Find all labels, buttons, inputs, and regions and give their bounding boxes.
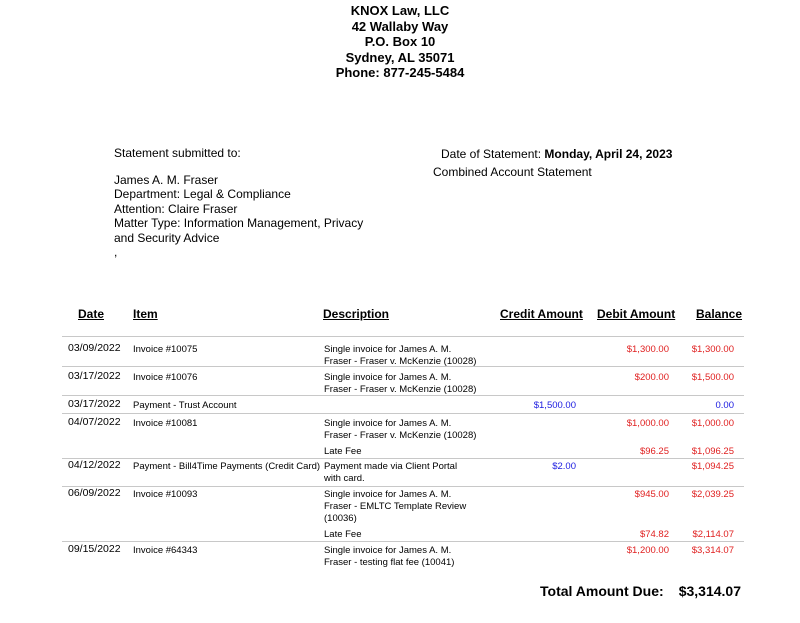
row-balance: $3,314.07	[691, 545, 734, 556]
statement-date-label: Date of Statement:	[441, 147, 542, 161]
row-description-line2: Fraser - Fraser v. McKenzie (10028)	[324, 356, 477, 367]
statement-date-line	[441, 147, 672, 161]
firm-address-line1: 42 Wallaby Way	[351, 18, 449, 34]
firm-header	[0, 3, 800, 81]
statement-type: Combined Account Statement	[433, 165, 592, 179]
row-balance: $1,094.25	[691, 461, 734, 472]
column-header-item: Item	[133, 307, 158, 321]
row-sub-description: Late Fee	[324, 446, 362, 457]
row-date: 03/17/2022	[68, 370, 121, 382]
column-header-date: Date	[78, 307, 105, 321]
row-sub-balance: $1,096.25	[691, 446, 734, 457]
row-sub-description: Late Fee	[324, 529, 362, 540]
row-date: 06/09/2022	[68, 487, 121, 499]
row-credit: $2.00	[552, 461, 576, 472]
row-debit: $1,000.00	[626, 418, 669, 429]
client-department: Department: Legal & Compliance	[114, 187, 291, 202]
row-description-line1: Single invoice for James A. M.	[324, 372, 452, 383]
client-name: James A. M. Fraser	[114, 173, 219, 187]
row-description-line1: Single invoice for James A. M.	[324, 489, 452, 500]
row-description-line2: with card.	[324, 473, 365, 484]
client-matter-line2: and Security Advice	[114, 230, 220, 245]
firm-phone: Phone: 877-245-5484	[335, 65, 465, 81]
row-description-line2: Fraser - testing flat fee (10041)	[324, 557, 455, 568]
row-item: Invoice #10076	[133, 372, 198, 383]
row-balance: $1,000.00	[691, 418, 734, 429]
row-item: Invoice #10075	[133, 344, 198, 355]
firm-name: KNOX Law, LLC	[350, 3, 450, 18]
row-sub-debit: $74.82	[639, 529, 669, 540]
firm-city: Sydney, AL 35071	[345, 49, 455, 65]
row-debit: $1,300.00	[626, 344, 669, 355]
column-header-description: Description	[323, 307, 390, 321]
row-description-line1: Single invoice for James A. M.	[324, 545, 452, 556]
row-balance: $1,500.00	[691, 372, 734, 383]
row-item: Invoice #10081	[133, 418, 198, 429]
client-matter-line1: Matter Type: Information Management, Privacy	[114, 216, 364, 231]
row-date: 04/12/2022	[68, 459, 121, 471]
row-description-line1: Single invoice for James A. M.	[324, 418, 452, 429]
row-description-line2: Fraser - EMLTC Template Review	[324, 501, 467, 512]
client-extra: ,	[114, 245, 118, 260]
row-item: Payment - Trust Account	[133, 400, 237, 411]
column-header-debit: Debit Amount	[597, 307, 676, 321]
row-description-line2: Fraser - Fraser v. McKenzie (10028)	[324, 430, 477, 441]
total-label: Total Amount Due:	[540, 583, 664, 599]
row-date: 03/17/2022	[68, 398, 121, 410]
statement-date-value: Monday, April 24, 2023	[544, 147, 673, 161]
row-date: 04/07/2022	[68, 416, 121, 428]
row-date: 03/09/2022	[68, 342, 121, 354]
row-date: 09/15/2022	[68, 543, 121, 555]
row-description-line3: (10036)	[324, 513, 357, 524]
row-item: Invoice #64343	[133, 545, 198, 556]
row-debit: $1,200.00	[626, 545, 669, 556]
row-item: Payment - Bill4Time Payments (Credit Card)	[133, 461, 321, 472]
row-divider	[62, 541, 744, 542]
row-debit: $945.00	[634, 489, 669, 500]
client-block	[114, 173, 374, 259]
row-description-line1: Single invoice for James A. M.	[324, 344, 452, 355]
row-credit: $1,500.00	[533, 400, 576, 411]
row-debit: $200.00	[634, 372, 669, 383]
firm-address-line2: P.O. Box 10	[364, 34, 436, 50]
row-description-line2: Fraser - Fraser v. McKenzie (10028)	[324, 384, 477, 395]
row-sub-balance: $2,114.07	[692, 529, 734, 540]
row-divider	[62, 413, 744, 414]
total-value: $3,314.07	[678, 583, 741, 599]
row-description-line1: Payment made via Client Portal	[324, 461, 458, 472]
row-balance: $2,039.25	[691, 489, 734, 500]
row-balance: $1,300.00	[691, 344, 734, 355]
row-divider	[62, 486, 744, 487]
row-divider	[62, 458, 744, 459]
row-sub-debit: $96.25	[639, 446, 669, 457]
column-header-balance: Balance	[696, 307, 743, 321]
row-item: Invoice #10093	[133, 489, 198, 500]
client-attention: Attention: Claire Fraser	[114, 201, 238, 216]
column-header-credit: Credit Amount	[500, 307, 583, 321]
row-balance: 0.00	[715, 400, 734, 411]
row-divider	[62, 336, 744, 337]
submitted-to-label: Statement submitted to:	[114, 146, 241, 160]
